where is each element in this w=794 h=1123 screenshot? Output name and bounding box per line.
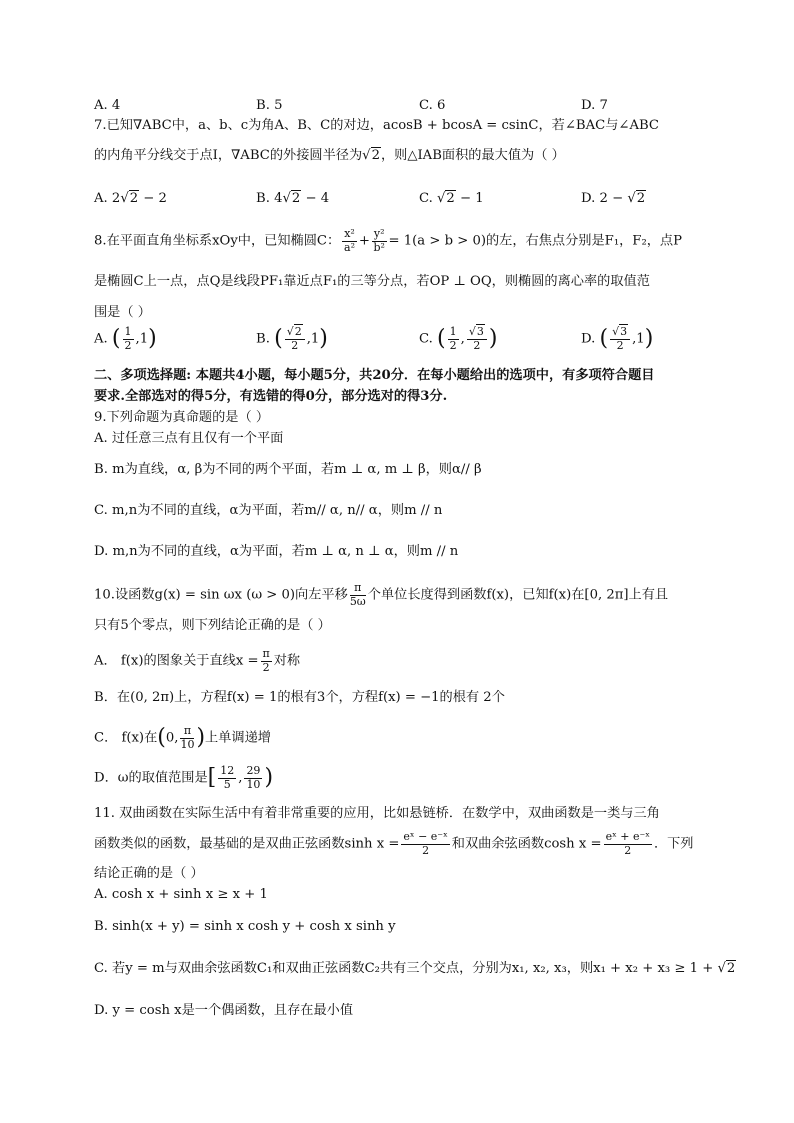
q7-option-a: A. 2√2 − 2 (94, 191, 167, 206)
q6-option-b: B. 5 (256, 98, 283, 113)
radicand: 2 (129, 191, 139, 206)
q10-stem-line1 (94, 582, 700, 608)
option-label: A. (94, 191, 108, 206)
option-label: A. (94, 331, 108, 347)
fraction (467, 326, 487, 352)
tail: − 4 (301, 191, 330, 206)
q9-option-d: D. m,n为不同的直线，α为平面，若m ⊥ α, n ⊥ α，则m // n (94, 544, 459, 559)
numerator: 1 (124, 325, 132, 339)
cosh-fraction (604, 831, 652, 857)
option-label: B. (256, 191, 270, 206)
numerator: √3 (467, 326, 487, 340)
q7-option-d: D. 2 − √2 (581, 191, 646, 206)
x-fraction (342, 228, 357, 254)
coef: 4 (274, 191, 283, 206)
fraction (448, 326, 459, 352)
radicand: 2 (726, 961, 736, 976)
denominator: 2 (422, 843, 430, 857)
option-text: C． f(x)在 (94, 730, 158, 746)
option-label: D. (581, 191, 596, 206)
q11-stem-line3: 结论正确的是（ ） (94, 866, 204, 881)
q7-option-c: C. √2 − 1 (419, 191, 484, 206)
option-label: C. (419, 191, 433, 206)
q7-option-b: B. 4√2 − 4 (256, 191, 330, 206)
option-text: D．ω的取值范围是 (94, 770, 208, 786)
coef: 2 − (599, 191, 628, 206)
denominator: 10 (246, 777, 261, 791)
radicand: 3 (620, 325, 628, 339)
numerator: √3 (610, 326, 630, 340)
denominator: 2 (616, 338, 624, 352)
shift-fraction (350, 582, 366, 608)
close-paren: ) (196, 725, 206, 750)
q8-stem-line1: 8.在平面直角坐标系xOy中，已知椭圆C： $\frac{\text{x²}}{\text{a²}}$ + $\frac{\text{y²}}{\text{b²}}$ = 1(a > b > 0)的左，右焦点分别是F₁，F₂，点P (94, 227, 682, 254)
q6-option-c: C. 6 (419, 98, 446, 113)
fraction (610, 326, 630, 352)
q8-option-a: A. ( $\frac{1}{2}$ ,1) (94, 325, 157, 352)
fraction (261, 648, 272, 674)
q6-option-a: A. 4 (94, 98, 121, 113)
open-bracket: [ (207, 765, 217, 790)
numerator: 12 (220, 764, 235, 778)
q8-stem-line2: 是椭圆C上一点，点Q是线段PF₁靠近点F₁的三等分点，若OP ⊥ OQ，则椭圆的离心率的取值范 (94, 274, 650, 289)
tail: ,1 (306, 331, 320, 347)
q11-stem-text-end: ．下列 (653, 836, 694, 852)
q7-stem-line1: 7.已知∇ABC中，a、b、c为角A、B、C的对边，acosB + bcosA = csinC，若∠BAC与∠ABC (94, 118, 660, 133)
q10-stem-text-end: 个单位长度得到函数f(x)，已知f(x)在[0, 2π]上有且 (367, 587, 669, 603)
numerator: x² (344, 227, 355, 240)
option-label: C. (419, 331, 433, 347)
q10-option-c (94, 725, 700, 751)
section-header-line1: 二、多项选择题: 本题共4小题，每小题5分，共20分．在每小题给出的选项中，有多项符合题目 (94, 368, 655, 383)
q11-stem-line2 (94, 831, 700, 857)
sinh-fraction (401, 831, 449, 857)
q11-stem-text-mid: 和双曲余弦函数cosh x = (451, 836, 602, 852)
denominator: 2 (449, 338, 457, 352)
q7-stem-text-end: ，则△IAB面积的最大值为（ ） (380, 148, 565, 163)
radicand: 2 (294, 325, 302, 339)
denominator: 2 (473, 338, 481, 352)
q11-option-c: C. 若y = m与双曲余弦函数C₁和双曲正弦函数C₂共有三个交点，分别为x₁, x₂, x₃，则x₁ + x₂ + x₃ ≥ 1 + √2 (94, 961, 736, 976)
numerator: eˣ − e⁻ˣ (403, 830, 448, 843)
q8-option-d: D. ( $\frac{√3}{2}$ ,1) (581, 325, 654, 352)
interval-left: 0, (165, 730, 179, 746)
q10-option-b: B．在(0, 2π)上，方程f(x) = 1的根有3个，方程f(x) = −1的根有 2个 (94, 690, 505, 705)
denominator: 2 (291, 338, 299, 352)
sqrt-sign: √ (362, 148, 371, 163)
denominator: a² (344, 240, 355, 254)
q11-stem-line1: 11. 双曲函数在实际生活中有着非常重要的应用，比如悬链桥．在数学中，双曲函数是一类与三角 (94, 806, 660, 821)
q8-options (94, 326, 704, 364)
numerator: π (180, 725, 194, 739)
q10-option-d (94, 765, 700, 791)
numerator: y² (373, 227, 385, 240)
tail: − 1 (455, 191, 484, 206)
q11-option-b: B. sinh(x + y) = sinh x cosh y + cosh x sinh y (94, 919, 396, 934)
numerator: 29 (246, 764, 261, 778)
q8-option-b: B. ( $\frac{√2}{2}$ ,1) (256, 325, 328, 352)
radicand: 3 (476, 325, 484, 339)
numerator: π (262, 647, 270, 660)
y-fraction (372, 228, 387, 254)
q6-options (94, 98, 704, 114)
option-text: A． f(x)的图象关于直线x = (94, 653, 259, 669)
tail: − 2 (139, 191, 167, 206)
numerator: 1 (449, 325, 457, 339)
numerator: eˣ + e⁻ˣ (605, 830, 650, 843)
denominator: 2 (124, 338, 132, 352)
q11-stem-text: 函数类似的函数，最基础的是双曲正弦函数sinh x = (94, 836, 400, 852)
q8-stem-text-end: = 1(a > b > 0)的左，右焦点分别是F₁，F₂，点P (388, 233, 682, 249)
radicand: 2 (636, 191, 646, 206)
denominator: 2 (262, 660, 270, 674)
fraction (123, 326, 134, 352)
q10-stem-line2: 只有5个零点，则下列结论正确的是（ ） (94, 618, 331, 633)
close-paren: ) (264, 765, 274, 790)
q8-stem-line3: 围是（ ） (94, 305, 151, 320)
radicand: 2 (291, 191, 301, 206)
fraction (218, 765, 236, 791)
q11-option-d: D. y = cosh x是一个偶函数，且存在最小值 (94, 1003, 354, 1018)
fraction (244, 765, 262, 791)
fraction (180, 725, 194, 751)
fraction (285, 326, 305, 352)
section-header-line2: 要求.全部选对的得5分，有选错的得0分，部分选对的得3分. (94, 389, 448, 404)
comma: , (238, 770, 243, 786)
open-paren: ( (157, 725, 166, 750)
q9-option-c: C. m,n为不同的直线，α为平面，若m// α, n// α，则m // n (94, 503, 443, 518)
comma: , (460, 331, 465, 347)
q7-options (94, 191, 704, 207)
q6-option-d: D. 7 (581, 98, 608, 113)
option-text-end: 对称 (273, 653, 301, 669)
option-label: D. (581, 331, 596, 347)
denominator: 10 (180, 737, 195, 751)
q7-stem-line2 (94, 148, 700, 164)
denominator: 5 (223, 777, 231, 791)
q9-stem: 9.下列命题为真命题的是（ ） (94, 410, 270, 425)
tail: ,1 (632, 331, 645, 347)
q7-stem-text: 的内角平分线交于点I，∇ABC的外接圆半径为 (94, 148, 363, 163)
q10-stem-text: 10.设函数g(x) = sin ωx (ω > 0)向左平移 (94, 587, 348, 603)
denominator: 2 (624, 843, 632, 857)
option-text: C. 若y = m与双曲余弦函数C₁和双曲正弦函数C₂共有三个交点，分别为x₁, x₂, x₃，则x₁ + x₂ + x₃ ≥ 1 + (94, 961, 718, 976)
numerator: π (350, 582, 366, 596)
q11-option-a: A. cosh x + sinh x ≥ x + 1 (94, 887, 268, 902)
denominator: b² (373, 240, 385, 254)
coef: 2 (111, 191, 121, 206)
q9-option-a: A. 过任意三点有且仅有一个平面 (94, 431, 284, 446)
option-text-end: 上单调递增 (205, 730, 271, 746)
tail: ,1 (135, 331, 149, 347)
q9-option-b: B. m为直线，α, β为不同的两个平面，若m ⊥ α, m ⊥ β，则α// β (94, 462, 482, 477)
option-label: B. (256, 331, 270, 347)
numerator: √2 (285, 326, 305, 340)
q8-option-c: C. ( $\frac{1}{2}$ , $\frac{√3}{2}$ ) (419, 325, 498, 352)
q10-option-a (94, 648, 700, 674)
q7-radius-radicand: 2 (371, 148, 380, 163)
radicand: 2 (446, 191, 455, 206)
q8-stem-text: 8.在平面直角坐标系xOy中，已知椭圆C： (94, 233, 341, 249)
denominator: 5ω (349, 594, 366, 608)
